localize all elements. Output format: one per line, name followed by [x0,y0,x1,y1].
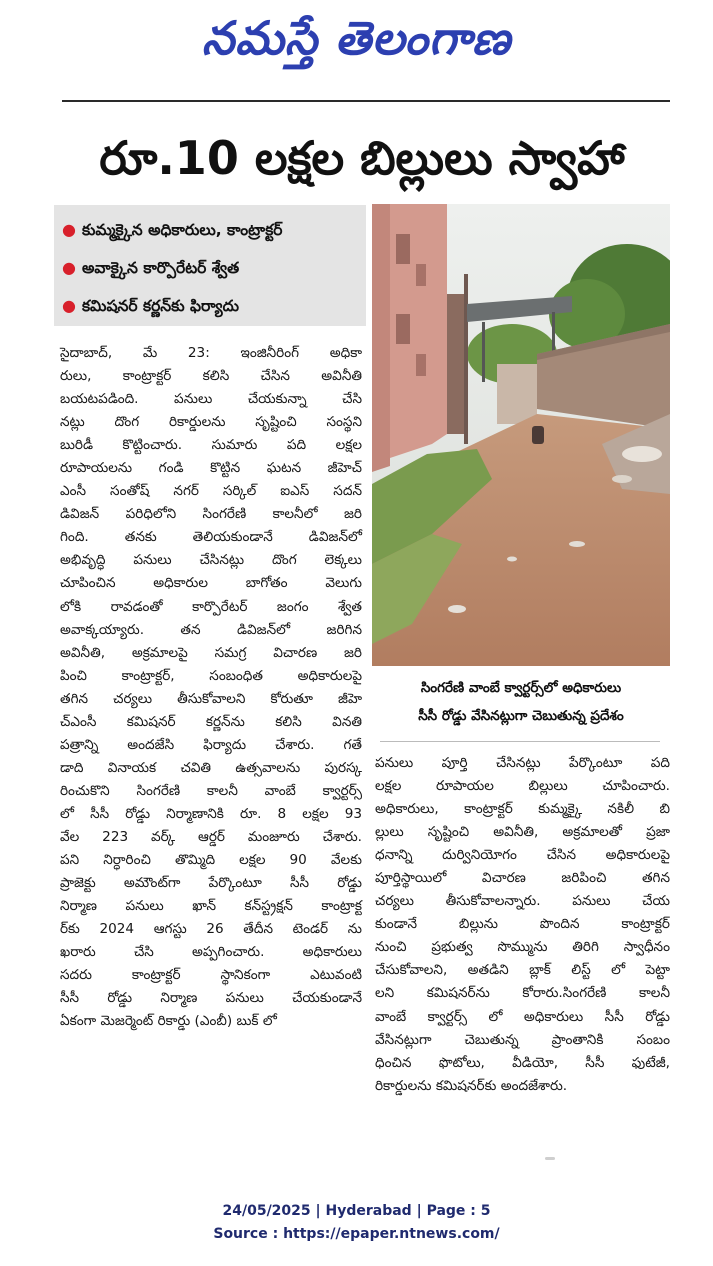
highlight-item: ● కుమ్మక్కైన అధికారులు, కాంట్రాక్టర్ [62,220,283,239]
highlight-item: ● కమిషనర్ కర్ణన్‌కు ఫిర్యాదు [62,296,239,315]
article-text-line: సీసీ రోడ్డు నిర్మాణ పనులు చేయకుండానే [60,990,362,1007]
article-text-line: ర్‌కు 2024 ఆగస్టు 26 తేదీన టెండర్ ను [60,921,362,938]
article-text-line: ఏకంగా మెజర్మెంట్ రికార్డు (ఎంబీ) బుక్ లో [60,1013,277,1030]
article-text-line: రూపాయలను గండి కొట్టిన ఘటన జీహెచ్ [60,460,362,477]
caption-divider [380,741,660,742]
article-headline: రూ.10 లక్షల బిల్లులు స్వాహా [99,131,625,185]
article-text-line: లని కమిషనర్‌ను కోరారు.సింగరేణి కాలనీ [375,985,670,1002]
article-text-line: చూపించిన అధికారుల బాగోతం వెలుగు [60,575,362,592]
article-photo [372,204,670,666]
article-text-line: చర్యలు తీసుకోవాలన్నారు. పనులు చేయ [375,893,670,910]
article-column-1 [60,342,362,1033]
article-text-line: రించుకొని సింగరేణి కాలనీ వాంబే క్వార్టర్స్ [60,782,362,799]
article-text-line: ల్లులు సృష్టించి అవినీతి, అక్రమాలతో ప్రజా [375,824,670,841]
article-text-line: ఎంసీ సంతోష్ నగర్ సర్కిల్ ఐఎస్ సదన్ [60,483,362,500]
article-column-2 [375,752,670,1098]
article-text-line: డాది వినాయక చవితి ఉత్సవాలను పురస్క [60,759,362,776]
article-text-line: లో సీసీ రోడ్డు నిర్మాణానికి రూ. 8 లక్షల 93 [60,805,362,822]
article-text-line: నుంచి ప్రభుత్వ సొమ్మును తిరిగి స్వాధీనం [375,939,670,956]
article-text-line: పనులు పూర్తి చేసినట్లు పేర్కొంటూ పది [375,755,670,771]
newspaper-masthead: నమస్తే తెలంగాణ [201,11,512,65]
article-text-line: కుండానే బిల్లును పొందిన కాంట్రాక్టర్ [375,916,670,933]
article-text-line: ధనాన్ని దుర్వినియోగం చేసిన అధికారులపై [375,847,670,864]
article-text-line: అవినీతి, అక్రమాలపై సమగ్ర విచారణ జరి [60,644,362,661]
article-text-line: లోకి రావడంతో కార్పొరేటర్ జంగం శ్వేత [60,598,362,615]
photo-caption-line: సీసీ రోడ్డు వేసినట్లుగా చెబుతున్న ప్రదేశం [418,708,624,724]
photo-caption [372,674,670,730]
article-text-line: పని నిర్ధారించి తొమ్మిది లక్షల 90 వేలకు [60,852,362,869]
article-text-line: ప్రాజెక్టు అమౌంట్‌గా పేర్కొంటూ సీసీ రోడ్డు [60,875,362,892]
bullet-icon: ● [62,258,76,277]
article-text-line: రులు, కాంట్రాక్టర్ కలిసి చేసిన అవినీతి [60,368,362,385]
article-text-line: డివిజన్ పరిధిలోని సింగరేణి కాలనీలో జరి [60,506,362,523]
article-text-line: ఖరారు చేసి అప్పగించారు. అధికారులు [60,944,362,961]
article-text-line: బయటపడింది. పనులు చేయకున్నా చేసి [60,391,362,408]
article-text-line: పించి కాంట్రాక్టర్, సంబంధిత అధికారులపై [60,667,362,684]
article-text-line: సదరు కాంట్రాక్టర్ స్థానికంగా ఎటువంటి [60,967,362,984]
article-text-line: అభివృద్ధి పనులు చేసినట్లు దొంగ లెక్కలు [60,552,362,569]
masthead-divider [62,100,670,102]
article-text-line: పత్రాన్ని అందజేసి ఫిర్యాదు చేశారు. గతే [60,736,362,753]
edition-meta: 24/05/2025 | Hyderabad | Page : 5 [222,1203,491,1219]
photo-caption-line: సింగరేణి వాంబే క్వార్టర్స్‌లో అధికారులు [420,680,622,696]
article-text-line: వేసినట్లుగా చెబుతున్న ప్రాంతానికి సంబం [375,1031,670,1048]
bullet-icon: ● [62,220,76,239]
article-text-line: రికార్డులను కమిషనర్‌కు అందజేశారు. [375,1077,568,1094]
highlights-box [54,205,366,326]
article-text-line: అవాక్కయ్యారు. తన డివిజన్‌లో జరిగిన [60,621,362,638]
article-text-line: లక్షల రూపాయల బిల్లులు చూపించారు. [375,778,670,795]
highlight-item: ● అవాక్కైన కార్పొరేటర్ శ్వేత [62,258,240,277]
article-text-line: సైదాబాద్, మే 23: ఇంజినీరింగ్ అధికా [60,345,362,361]
bullet-icon: ● [62,296,76,315]
article-text-line: నట్లు దొంగ రికార్డులను సృష్టించి సంస్థని [60,414,362,431]
article-text-line: బురిడీ కొట్టించారు. సుమారు పది లక్షల [60,437,362,454]
article-text-line: పూర్తిస్థాయిలో విచారణ జరిపించి తగిన [375,870,670,887]
article-text-line: గింది. తనకు తెలియకుండానే డివిజన్‌లో [60,529,362,546]
article-text-line: ధించిన ఫొటోలు, వీడియో, సీసీ ఫుటేజీ, [375,1054,670,1071]
article-text-line: నిర్మాణ పనులు ఖాన్ కన్‌స్ట్రక్షన్ కాంట్రాక్ట [60,898,362,915]
article-text-line: తగిన చర్యలు తీసుకోవాలని కోరుతూ జీహె [60,690,362,707]
article-text-line: చేసుకోవాలని, అతడిని బ్లాక్ లిస్ట్ లో పెట్టా [375,962,670,979]
article-text-line: వేల 223 వర్క్ ఆర్డర్ మంజూరు చేశారు. [60,828,362,845]
article-text-line: అధికారులు, కాంట్రాక్టర్ కుమ్మక్కై నకిలీ బి [375,801,670,818]
article-text-line: వాంబే క్వార్టర్స్ లో అధికారులు సీసీ రోడ్డు [375,1008,670,1025]
article-text-line: చ్‌ఎంసీ కమిషనర్ కర్ణన్‌ను కలిసి వినతి [60,713,362,730]
source-link[interactable]: Source : https://epaper.ntnews.com/ [213,1226,500,1242]
end-mark [545,1157,555,1160]
